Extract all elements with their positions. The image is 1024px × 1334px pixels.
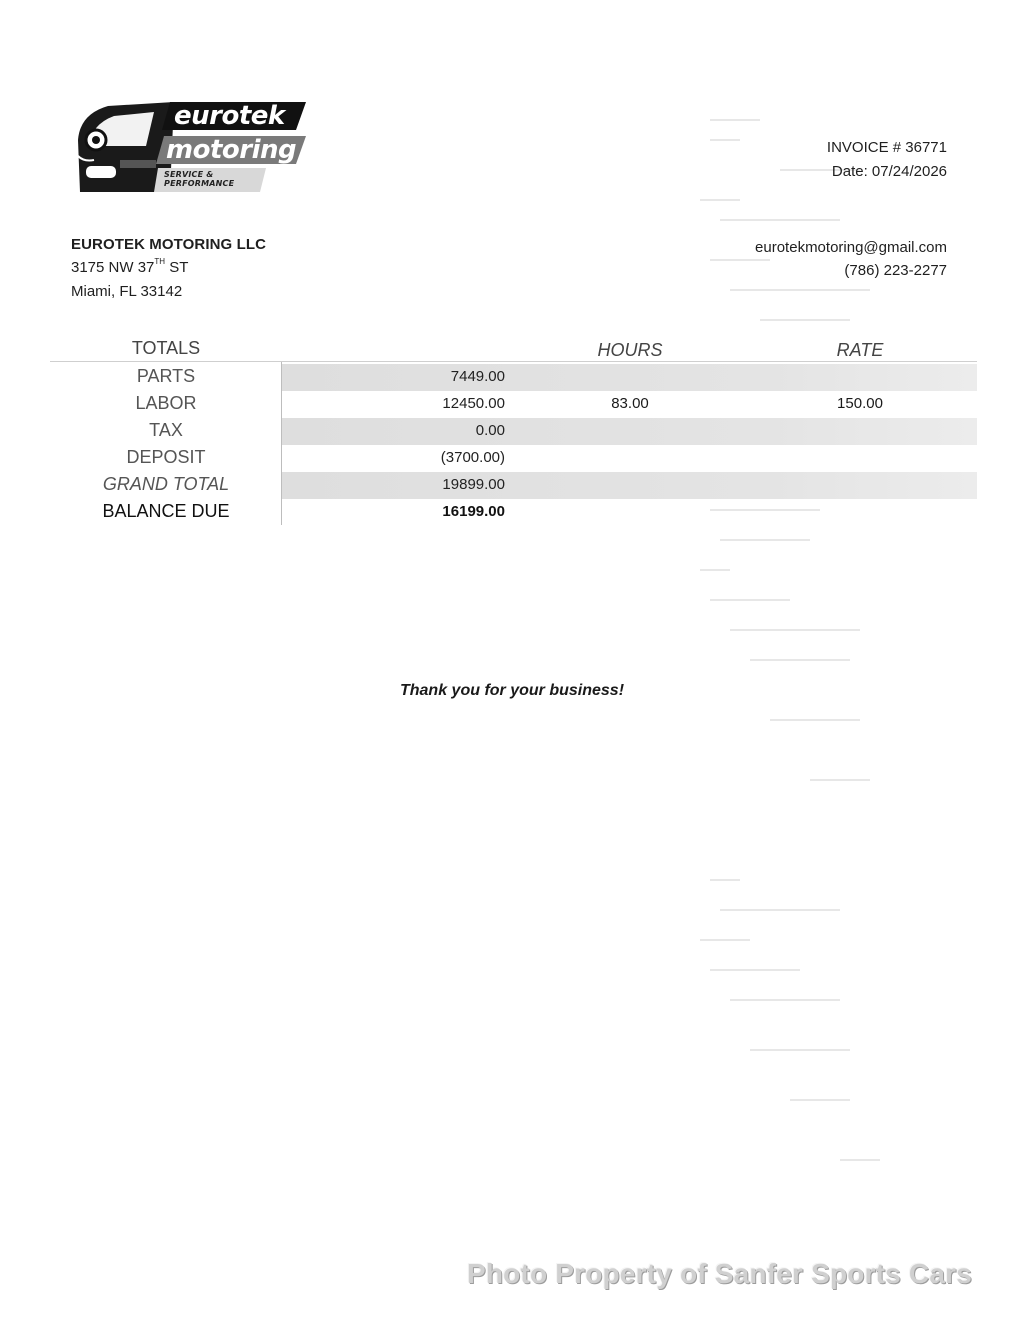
street-number: 3175 NW 37 xyxy=(71,259,155,276)
logo-word-motoring: motoring xyxy=(166,135,297,165)
row-rate: 150.00 xyxy=(837,395,883,412)
photo-watermark: Photo Property of Sanfer Sports Cars xyxy=(466,1258,972,1289)
row-label: LABOR xyxy=(135,393,197,413)
row-label: GRAND TOTAL xyxy=(102,474,230,494)
street-type: ST xyxy=(165,259,189,276)
totals-header: TOTALS xyxy=(131,338,201,358)
company-email: eurotekmotoring@gmail.com xyxy=(755,239,947,256)
row-amount: 19899.00 xyxy=(442,476,505,493)
row-amount: 0.00 xyxy=(475,422,505,439)
row-hours: 83.00 xyxy=(611,395,649,412)
row-label: PARTS xyxy=(136,366,196,386)
table-column-divider xyxy=(281,362,282,525)
row-amount: 12450.00 xyxy=(442,395,505,412)
rate-header: RATE xyxy=(836,340,884,360)
row-amount: (3700.00) xyxy=(440,449,505,466)
company-phone: (786) 223-2277 xyxy=(844,262,947,279)
company-street xyxy=(71,259,188,276)
row-amount: 16199.00 xyxy=(442,503,505,520)
row-label: TAX xyxy=(149,420,183,440)
row-label: DEPOSIT xyxy=(126,447,206,467)
company-city: Miami, FL 33142 xyxy=(71,283,183,300)
row-amount: 7449.00 xyxy=(450,368,505,385)
row-label: BALANCE DUE xyxy=(102,501,230,521)
logo-tagline-service: SERVICE & xyxy=(164,170,214,179)
bleed-through-marks xyxy=(690,60,910,1180)
company-name: EUROTEK MOTORING LLC xyxy=(71,236,267,253)
invoice-date: Date: 07/24/2026 xyxy=(831,163,947,180)
hours-header: HOURS xyxy=(597,340,663,360)
thank-you-message: Thank you for your business! xyxy=(399,682,625,699)
logo-word-eurotek: eurotek xyxy=(174,101,285,131)
street-ordinal: TH xyxy=(154,257,166,266)
company-logo xyxy=(74,100,310,196)
logo-tagline-performance: PERFORMANCE xyxy=(164,179,235,188)
table-top-rule xyxy=(50,361,977,362)
invoice-number: INVOICE # 36771 xyxy=(826,139,947,156)
